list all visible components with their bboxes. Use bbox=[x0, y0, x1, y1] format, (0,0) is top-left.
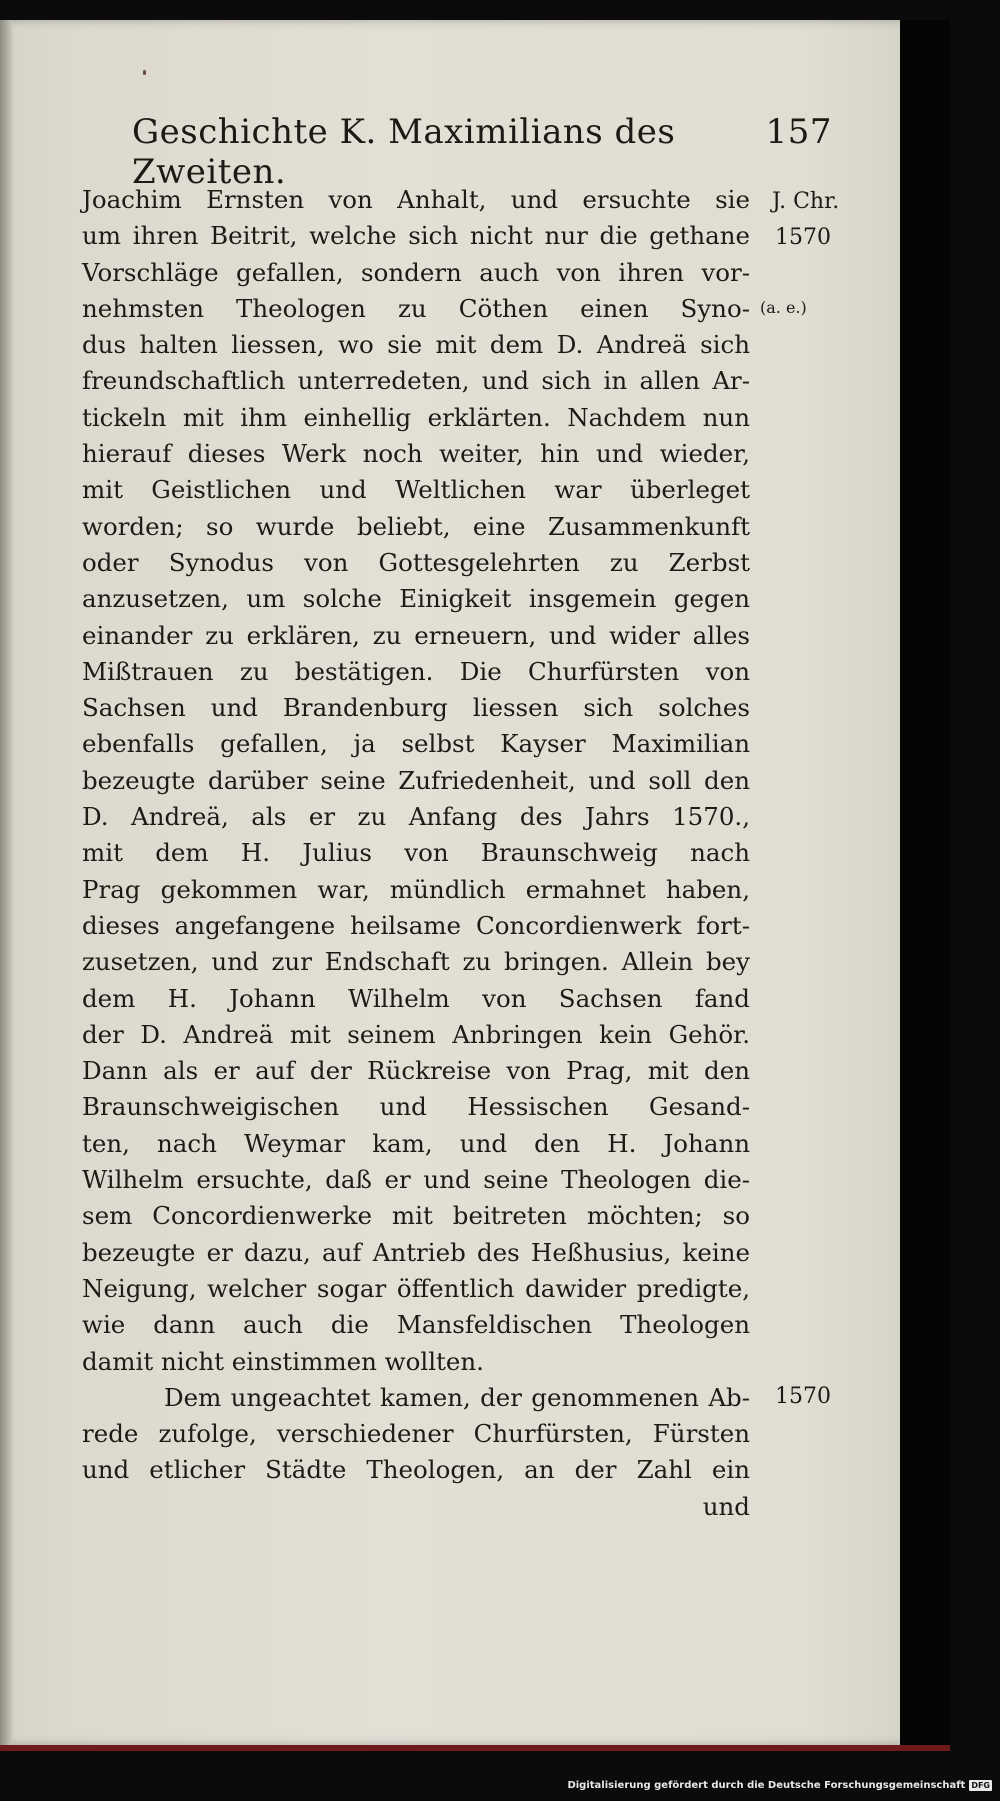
text-line: Joachim Ernsten von Anhalt, und ersuchte sie bbox=[82, 185, 750, 214]
text-line: hierauf dieses Werk noch weiter, hin und wieder, bbox=[82, 439, 750, 469]
text-line: ten, nach Weymar kam, und den H. Johann bbox=[82, 1128, 750, 1158]
dfg-logo: DFG bbox=[971, 1781, 990, 1790]
page-gutter bbox=[0, 20, 12, 1745]
text-line: wie dann auch die Mansfeldischen Theologen bbox=[82, 1310, 750, 1340]
catchword: und bbox=[702, 1491, 750, 1521]
margin-note-ae: (a. e.) bbox=[760, 298, 807, 317]
running-header bbox=[132, 112, 832, 192]
text-line: dus halten liessen, wo sie mit dem D. Andreä sich bbox=[82, 330, 750, 360]
text-line: ebenfalls gefallen, ja selbst Kayser Maximilian bbox=[82, 729, 750, 759]
margin-note-year: 1570 bbox=[775, 1384, 831, 1409]
page-number: 157 bbox=[765, 112, 832, 152]
text-line: D. Andreä, als er zu Anfang des Jahrs 1570., bbox=[82, 802, 750, 832]
text-line: mit dem H. Julius von Braunschweig nach bbox=[82, 838, 750, 868]
paragraph-start-line: Dem ungeachtet kamen, der genommenen Ab- bbox=[164, 1382, 750, 1412]
margin-note-year: 1570 bbox=[775, 225, 831, 250]
text-line: anzusetzen, um solche Einigkeit insgemein gegen bbox=[82, 584, 750, 614]
text-line: bezeugte darüber seine Zufriedenheit, und soll den bbox=[82, 765, 750, 795]
margin-note-era: J. Chr. bbox=[772, 189, 840, 214]
text-line: Sachsen und Brandenburg liessen sich solches bbox=[82, 693, 750, 723]
text-line: rede zufolge, verschiedener Churfürsten, Fürsten bbox=[82, 1419, 750, 1449]
body-text bbox=[82, 182, 750, 1525]
text-line: Braunschweigischen und Hessischen Gesand- bbox=[82, 1092, 750, 1122]
paper-speck bbox=[143, 70, 146, 75]
scan-dark-edge bbox=[900, 20, 950, 1745]
text-line: mit Geistlichen und Weltlichen war überleget bbox=[82, 475, 750, 505]
text-line: um ihren Beitrit, welche sich nicht nur die gethane bbox=[82, 221, 750, 251]
digitization-credit bbox=[567, 1780, 992, 1791]
text-line: zusetzen, und zur Endschaft zu bringen. Allein bey bbox=[82, 947, 750, 977]
text-line: tickeln mit ihm einhellig erklärten. Nachdem nun bbox=[82, 402, 750, 432]
text-line: worden; so wurde beliebt, eine Zusammenkunft bbox=[82, 511, 750, 541]
text-line: Mißtrauen zu bestätigen. Die Churfürsten von bbox=[82, 656, 750, 686]
text-line: freundschaftlich unterredeten, und sich in allen Ar- bbox=[82, 366, 750, 396]
text-line: Neigung, welcher sogar öffentlich dawider predigte, bbox=[82, 1273, 750, 1303]
scanned-page bbox=[0, 20, 950, 1751]
text-line: einander zu erklären, zu erneuern, und wider alles bbox=[82, 620, 750, 650]
text-line: bezeugte er dazu, auf Antrieb des Heßhusius, keine bbox=[82, 1237, 750, 1267]
text-line: Prag gekommen war, mündlich ermahnet haben, bbox=[82, 874, 750, 904]
text-line: dieses angefangene heilsame Concordienwerk fort- bbox=[82, 910, 750, 940]
text-line: dem H. Johann Wilhelm von Sachsen fand bbox=[82, 983, 750, 1013]
text-line: Vorschläge gefallen, sondern auch von ihren vor- bbox=[82, 257, 750, 287]
text-line: nehmsten Theologen zu Cöthen einen Syno- bbox=[82, 293, 750, 323]
text-line: Wilhelm ersuchte, daß er und seine Theologen die- bbox=[82, 1165, 750, 1195]
credit-text: Digitalisierung gefördert durch die Deutsche Forschungsgemeinschaft bbox=[567, 1780, 966, 1791]
text-line: der D. Andreä mit seinem Anbringen kein Gehör. bbox=[82, 1019, 750, 1049]
text-line: oder Synodus von Gottesgelehrten zu Zerbst bbox=[82, 547, 750, 577]
paragraph-end-line: damit nicht einstimmen wollten. bbox=[82, 1346, 484, 1376]
text-line: sem Concordienwerke mit beitreten möchten; so bbox=[82, 1201, 750, 1231]
running-title: Geschichte K. Maximilians des Zweiten. bbox=[132, 112, 676, 192]
text-line: Dann als er auf der Rückreise von Prag, mit den bbox=[82, 1056, 750, 1086]
text-line: und etlicher Städte Theologen, an der Zahl ein bbox=[82, 1455, 750, 1485]
